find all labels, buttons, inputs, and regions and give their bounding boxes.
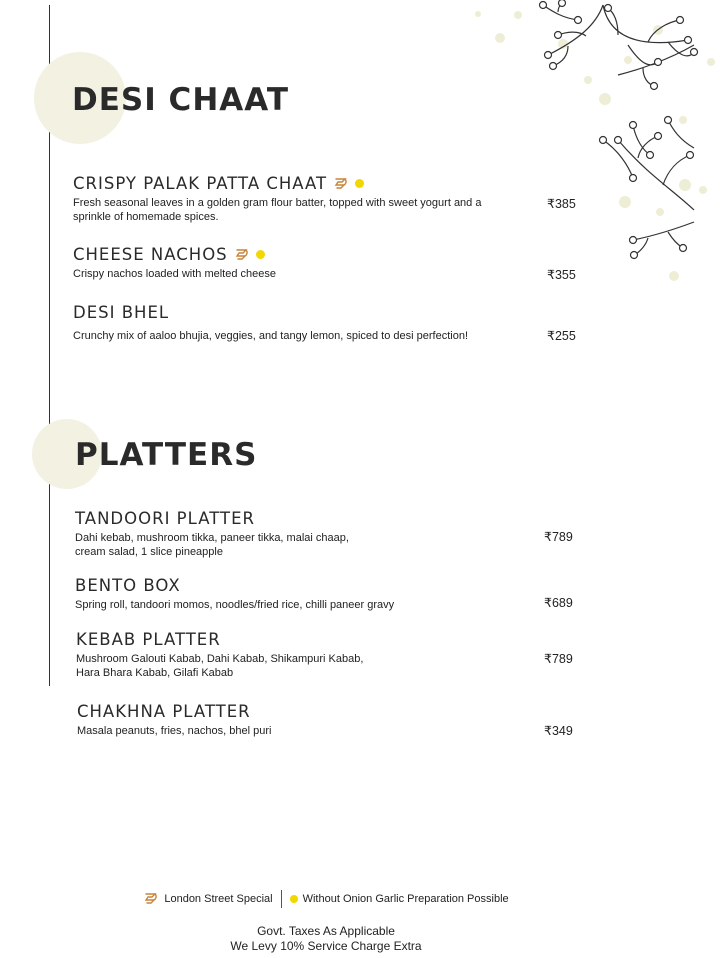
footer-notes bbox=[0, 924, 652, 954]
no-onion-garlic-dot-icon bbox=[256, 250, 265, 259]
menu-item bbox=[77, 702, 597, 739]
menu-item-description: Mushroom Galouti Kabab, Dahi Kabab, Shikampuri Kabab, Hara Bhara Kabab, Gilafi Kabab bbox=[76, 653, 364, 679]
menu-item-name: CRISPY PALAK PATTA CHAAT bbox=[73, 174, 328, 193]
menu-item-price: ₹355 bbox=[547, 268, 576, 282]
menu-item-name-row bbox=[73, 174, 593, 193]
menu-item-name: CHEESE NACHOS bbox=[73, 245, 228, 264]
menu-item-description: Dahi kebab, mushroom tikka, paneer tikka, malai chaap, cream salad, 1 slice pineapple bbox=[75, 532, 349, 558]
menu-item-name: KEBAB PLATTER bbox=[76, 630, 221, 649]
legend-london-special-label: London Street Special bbox=[164, 893, 273, 905]
menu-item-name-row bbox=[73, 303, 593, 322]
menu-item-name: TANDOORI PLATTER bbox=[75, 509, 255, 528]
menu-item-price: ₹349 bbox=[544, 724, 573, 738]
london-special-icon bbox=[333, 176, 349, 192]
menu-item-description: Spring roll, tandoori momos, noodles/fried rice, chilli paneer gravy bbox=[75, 599, 395, 611]
legend-no-onion-garlic-label: Without Onion Garlic Preparation Possible bbox=[302, 893, 509, 905]
menu-item-price: ₹385 bbox=[547, 197, 576, 211]
menu-item-name-row bbox=[75, 576, 595, 595]
menu-item-name-row bbox=[73, 245, 593, 264]
menu-item bbox=[75, 576, 595, 613]
section-title-platters: PLATTERS bbox=[75, 437, 258, 473]
menu-item bbox=[76, 630, 596, 680]
menu-item-name: CHAKHNA PLATTER bbox=[77, 702, 251, 721]
menu-item-price: ₹789 bbox=[544, 530, 573, 544]
menu-item-price: ₹255 bbox=[547, 329, 576, 343]
menu-item-description: Masala peanuts, fries, nachos, bhel puri bbox=[77, 725, 272, 737]
menu-item-name-row bbox=[77, 702, 597, 721]
london-special-icon bbox=[234, 247, 250, 263]
legend bbox=[0, 890, 652, 908]
legend-separator bbox=[281, 890, 282, 908]
footer-service-charge-note: We Levy 10% Service Charge Extra bbox=[230, 939, 422, 953]
menu-item-name: BENTO BOX bbox=[75, 576, 181, 595]
section-title-desi-chaat: DESI CHAAT bbox=[72, 82, 289, 118]
menu-item bbox=[75, 509, 595, 559]
no-onion-garlic-dot-icon bbox=[290, 895, 298, 903]
footer-taxes-note: Govt. Taxes As Applicable bbox=[257, 924, 395, 938]
menu-item-description: Crunchy mix of aaloo bhujia, veggies, and tangy lemon, spiced to desi perfection! bbox=[73, 330, 469, 342]
menu-item-name: DESI BHEL bbox=[73, 303, 170, 322]
london-special-icon bbox=[143, 891, 159, 907]
menu-item-description: Crispy nachos loaded with melted cheese bbox=[73, 268, 277, 280]
menu-item-price: ₹689 bbox=[544, 596, 573, 610]
menu-item bbox=[73, 174, 593, 224]
menu-item-description: Fresh seasonal leaves in a golden gram flour batter, topped with sweet yogurt and a sprinkle of homemade spices. bbox=[73, 197, 482, 223]
menu-item bbox=[73, 303, 593, 344]
menu-item-name-row bbox=[75, 509, 595, 528]
no-onion-garlic-dot-icon bbox=[355, 179, 364, 188]
menu-item bbox=[73, 245, 593, 282]
menu-item-price: ₹789 bbox=[544, 652, 573, 666]
menu-item-name-row bbox=[76, 630, 596, 649]
